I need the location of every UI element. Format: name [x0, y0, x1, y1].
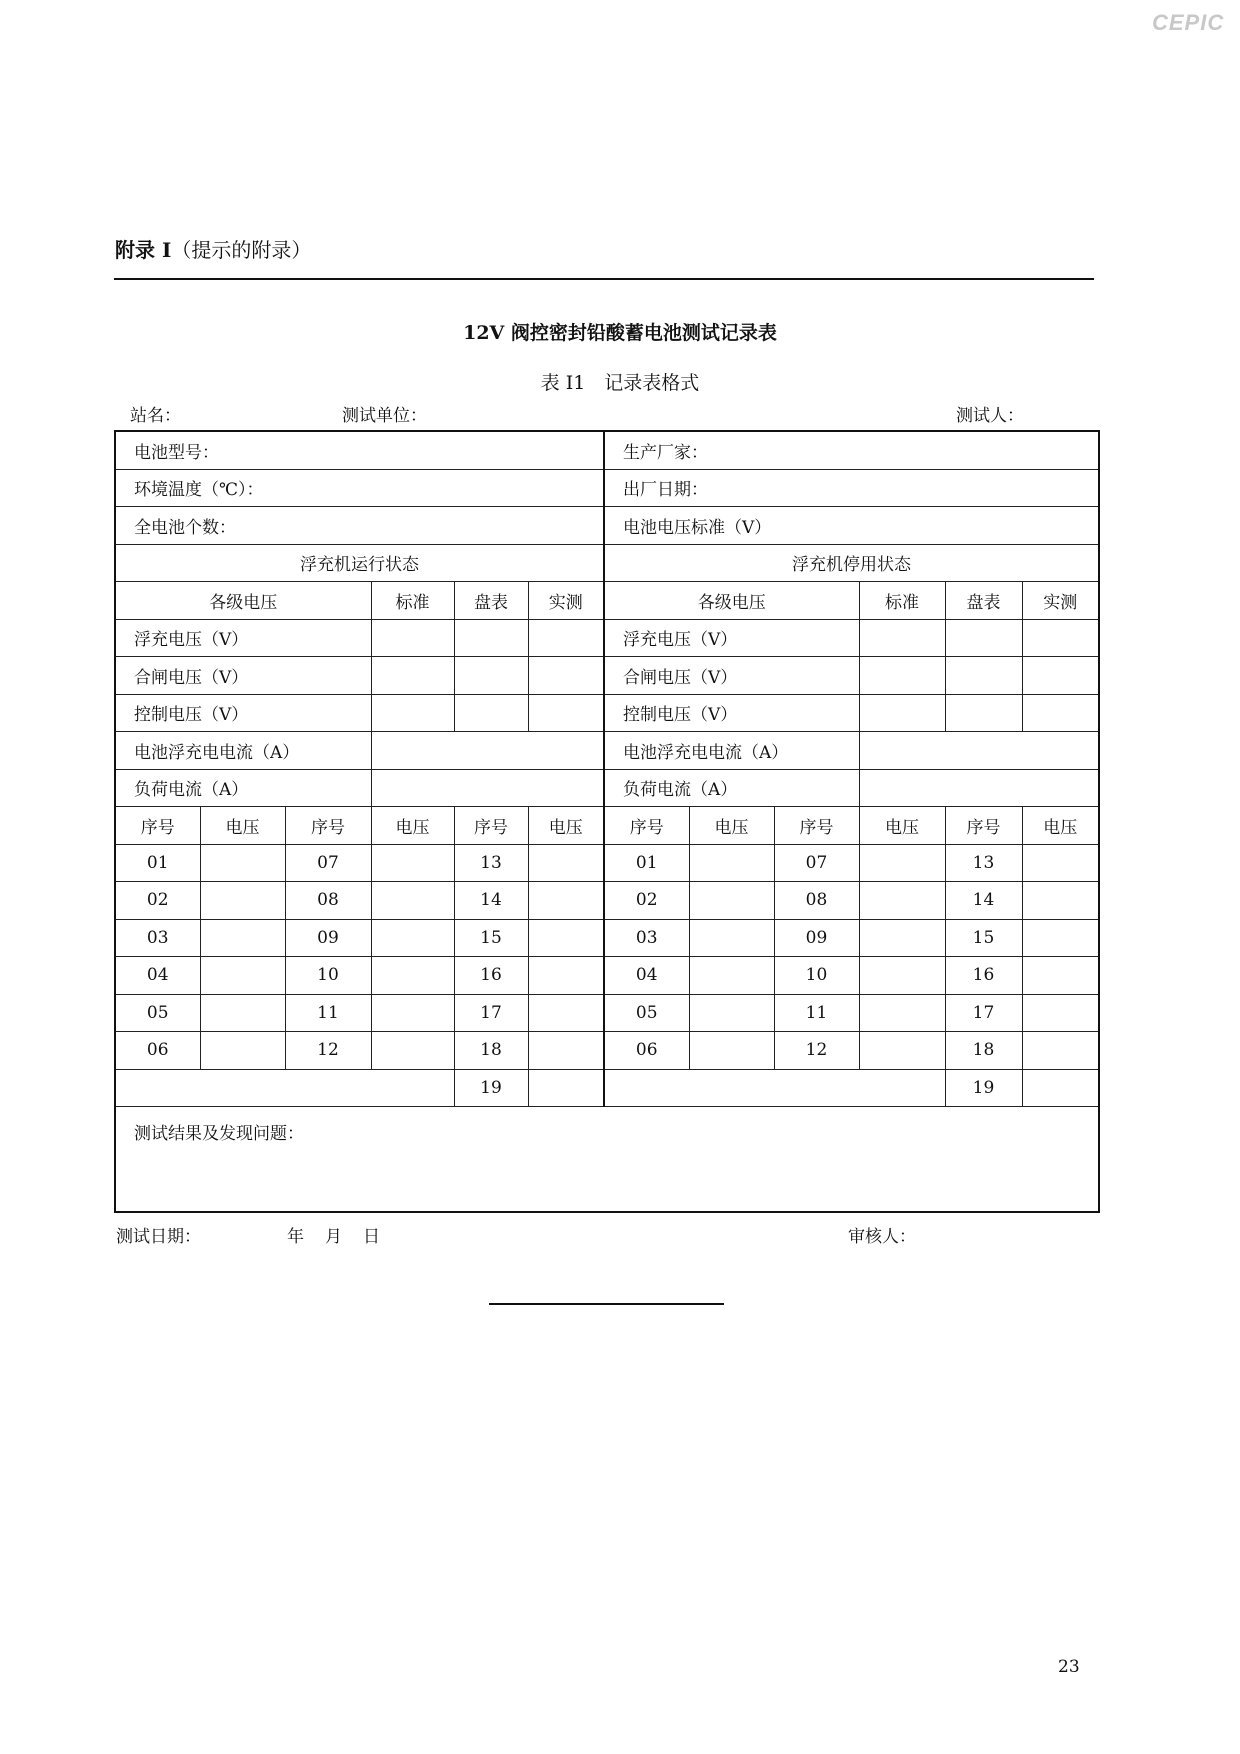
header-rule [114, 278, 1094, 280]
voltage-header: 电压 [1022, 807, 1099, 845]
cell-number: 17 [945, 994, 1022, 1032]
cell-row [115, 994, 1099, 1032]
float-current-value[interactable] [371, 732, 604, 770]
voltage-header: 电压 [859, 807, 945, 845]
voltage-header: 电压 [200, 807, 285, 845]
cell-number: 11 [774, 994, 859, 1032]
float-current-row [115, 732, 1099, 770]
cell-number: 09 [285, 919, 371, 957]
cell-number: 05 [604, 994, 689, 1032]
cell-voltage[interactable] [371, 882, 454, 920]
year-label: 年 [287, 1227, 304, 1247]
seq-header: 序号 [945, 807, 1022, 845]
cell-number: 04 [115, 957, 200, 995]
seq-header: 序号 [285, 807, 371, 845]
cell-voltage[interactable] [200, 994, 285, 1032]
cell-voltage[interactable] [859, 919, 945, 957]
closing-voltage-row [115, 657, 1099, 695]
measured-cell[interactable] [1022, 694, 1099, 732]
results-field[interactable]: 测试结果及发现问题： [115, 1107, 1099, 1213]
cell-voltage[interactable] [689, 919, 774, 957]
cell-voltage[interactable] [1022, 957, 1099, 995]
standard-cell[interactable] [371, 619, 454, 657]
cell-voltage[interactable] [1022, 919, 1099, 957]
cell-number: 19 [454, 1069, 528, 1107]
cell-number: 04 [604, 957, 689, 995]
meter-cell[interactable] [945, 619, 1022, 657]
cell-voltage[interactable] [859, 1032, 945, 1070]
cell-voltage[interactable] [528, 994, 604, 1032]
cell-number: 14 [945, 882, 1022, 920]
test-unit-label: 测试单位： [342, 406, 427, 426]
cell-voltage[interactable] [528, 844, 604, 882]
cell-number: 02 [604, 882, 689, 920]
standard-header: 标准 [859, 582, 945, 620]
cell-voltage[interactable] [371, 919, 454, 957]
cell-number: 06 [604, 1032, 689, 1070]
cell-number: 15 [454, 919, 528, 957]
manufacture-date-field[interactable]: 出厂日期： [604, 469, 1099, 507]
voltage-standard-field[interactable]: 电池电压标准（V） [604, 507, 1099, 545]
cell-number: 15 [945, 919, 1022, 957]
section-header-row [115, 544, 1099, 582]
cell-number: 17 [454, 994, 528, 1032]
cell-number: 13 [945, 844, 1022, 882]
cell-number: 19 [945, 1069, 1022, 1107]
cell-voltage[interactable] [1022, 1069, 1099, 1107]
cell-row [115, 844, 1099, 882]
cell-voltage[interactable] [689, 994, 774, 1032]
cell-number: 09 [774, 919, 859, 957]
meter-header: 盘表 [945, 582, 1022, 620]
control-voltage-label: 控制电压（V） [115, 694, 371, 732]
appendix-note: （提示的附录） [171, 238, 312, 262]
cell-voltage[interactable] [528, 957, 604, 995]
levels-header: 各级电压 [115, 582, 371, 620]
cell-voltage[interactable] [859, 957, 945, 995]
standard-cell[interactable] [859, 619, 945, 657]
cell-header-row [115, 807, 1099, 845]
measured-cell[interactable] [1022, 657, 1099, 695]
cell-number: 16 [945, 957, 1022, 995]
measured-cell[interactable] [1022, 619, 1099, 657]
record-table [114, 430, 1100, 1213]
cell-voltage[interactable] [371, 1032, 454, 1070]
meter-cell[interactable] [454, 694, 528, 732]
cell-voltage[interactable] [859, 882, 945, 920]
day-label: 日 [363, 1227, 380, 1247]
cell-voltage[interactable] [200, 882, 285, 920]
cell-voltage[interactable] [689, 844, 774, 882]
load-current-label: 负荷电流（A） [604, 769, 859, 807]
station-label: 站名： [130, 406, 181, 426]
cell-voltage[interactable] [689, 1032, 774, 1070]
cell-voltage[interactable] [859, 994, 945, 1032]
appendix-heading [115, 234, 311, 263]
cell-number: 12 [774, 1032, 859, 1070]
cell-number: 18 [454, 1032, 528, 1070]
control-voltage-row [115, 694, 1099, 732]
cell-number: 11 [285, 994, 371, 1032]
results-row [115, 1107, 1099, 1213]
measured-cell[interactable] [528, 657, 604, 695]
test-date-label: 测试日期： [116, 1227, 201, 1247]
measured-header: 实测 [1022, 582, 1099, 620]
float-voltage-label: 浮充电压（V） [604, 619, 859, 657]
table-caption: 表 I1 记录表格式 [540, 372, 700, 394]
cell-row [115, 957, 1099, 995]
load-current-value[interactable] [859, 769, 1099, 807]
manufacturer-field[interactable]: 生产厂家： [604, 431, 1099, 469]
cell-voltage[interactable] [1022, 994, 1099, 1032]
cell-number: 14 [454, 882, 528, 920]
info-row-1 [115, 431, 1099, 469]
cell-voltage[interactable] [200, 919, 285, 957]
voltage-column-header-row [115, 582, 1099, 620]
voltage-header: 电压 [689, 807, 774, 845]
standard-header: 标准 [371, 582, 454, 620]
info-row-2 [115, 469, 1099, 507]
standard-cell[interactable] [371, 657, 454, 695]
cell-row-last [115, 1069, 1099, 1107]
stopped-state-header: 浮充机停用状态 [604, 544, 1099, 582]
cell-voltage[interactable] [1022, 882, 1099, 920]
seq-header: 序号 [454, 807, 528, 845]
voltage-header: 电压 [528, 807, 604, 845]
standard-cell[interactable] [371, 694, 454, 732]
cell-number: 12 [285, 1032, 371, 1070]
closing-voltage-label: 合闸电压（V） [604, 657, 859, 695]
voltage-header: 电压 [371, 807, 454, 845]
cepic-watermark: CEPIC [1152, 10, 1225, 35]
appendix-label: 附录 I [115, 238, 172, 262]
cell-voltage[interactable] [528, 1032, 604, 1070]
cell-voltage[interactable] [1022, 844, 1099, 882]
document-title: 12V 阀控密封铅酸蓄电池测试记录表 [463, 322, 777, 344]
reviewer-label: 审核人： [848, 1227, 916, 1247]
cell-number: 08 [285, 882, 371, 920]
empty-cell [115, 1069, 454, 1107]
seq-header: 序号 [115, 807, 200, 845]
cell-number: 01 [604, 844, 689, 882]
cell-voltage[interactable] [200, 957, 285, 995]
cell-row [115, 882, 1099, 920]
closing-voltage-label: 合闸电压（V） [115, 657, 371, 695]
battery-model-field[interactable]: 电池型号： [115, 431, 604, 469]
meter-cell[interactable] [454, 619, 528, 657]
ambient-temp-field[interactable]: 环境温度（℃）： [115, 469, 604, 507]
cell-voltage[interactable] [200, 1032, 285, 1070]
cell-number: 07 [285, 844, 371, 882]
cell-number: 18 [945, 1032, 1022, 1070]
measured-cell[interactable] [528, 619, 604, 657]
cell-voltage[interactable] [689, 882, 774, 920]
cell-number: 02 [115, 882, 200, 920]
float-current-value[interactable] [859, 732, 1099, 770]
cell-row [115, 919, 1099, 957]
cell-number: 03 [115, 919, 200, 957]
measured-cell[interactable] [528, 694, 604, 732]
month-label: 月 [325, 1227, 342, 1247]
cell-voltage[interactable] [528, 919, 604, 957]
cell-voltage[interactable] [371, 844, 454, 882]
cell-number: 13 [454, 844, 528, 882]
cell-voltage[interactable] [371, 957, 454, 995]
measured-header: 实测 [528, 582, 604, 620]
float-voltage-label: 浮充电压（V） [115, 619, 371, 657]
seq-header: 序号 [604, 807, 689, 845]
seq-header: 序号 [774, 807, 859, 845]
cell-voltage[interactable] [528, 882, 604, 920]
cell-number: 10 [285, 957, 371, 995]
cell-voltage[interactable] [859, 844, 945, 882]
levels-header: 各级电压 [604, 582, 859, 620]
float-current-label: 电池浮充电电流（A） [115, 732, 371, 770]
meter-cell[interactable] [945, 657, 1022, 695]
cell-voltage[interactable] [371, 994, 454, 1032]
float-current-label: 电池浮充电电流（A） [604, 732, 859, 770]
standard-cell[interactable] [859, 657, 945, 695]
cell-number: 01 [115, 844, 200, 882]
control-voltage-label: 控制电压（V） [604, 694, 859, 732]
load-current-label: 负荷电流（A） [115, 769, 371, 807]
cell-voltage[interactable] [200, 844, 285, 882]
meter-cell[interactable] [945, 694, 1022, 732]
cell-number: 05 [115, 994, 200, 1032]
load-current-row [115, 769, 1099, 807]
empty-cell [604, 1069, 945, 1107]
cell-voltage[interactable] [1022, 1032, 1099, 1070]
cell-number: 07 [774, 844, 859, 882]
cell-number: 08 [774, 882, 859, 920]
info-row-3 [115, 507, 1099, 545]
tester-label: 测试人： [956, 406, 1024, 426]
battery-count-field[interactable]: 全电池个数： [115, 507, 604, 545]
cell-number: 06 [115, 1032, 200, 1070]
cell-voltage[interactable] [689, 957, 774, 995]
meter-header: 盘表 [454, 582, 528, 620]
running-state-header: 浮充机运行状态 [115, 544, 604, 582]
page-number: 23 [1058, 1657, 1080, 1677]
end-rule [489, 1303, 724, 1305]
cell-voltage[interactable] [528, 1069, 604, 1107]
cell-number: 03 [604, 919, 689, 957]
meter-cell[interactable] [454, 657, 528, 695]
standard-cell[interactable] [859, 694, 945, 732]
float-voltage-row [115, 619, 1099, 657]
cell-number: 10 [774, 957, 859, 995]
cell-number: 16 [454, 957, 528, 995]
load-current-value[interactable] [371, 769, 604, 807]
cell-row [115, 1032, 1099, 1070]
